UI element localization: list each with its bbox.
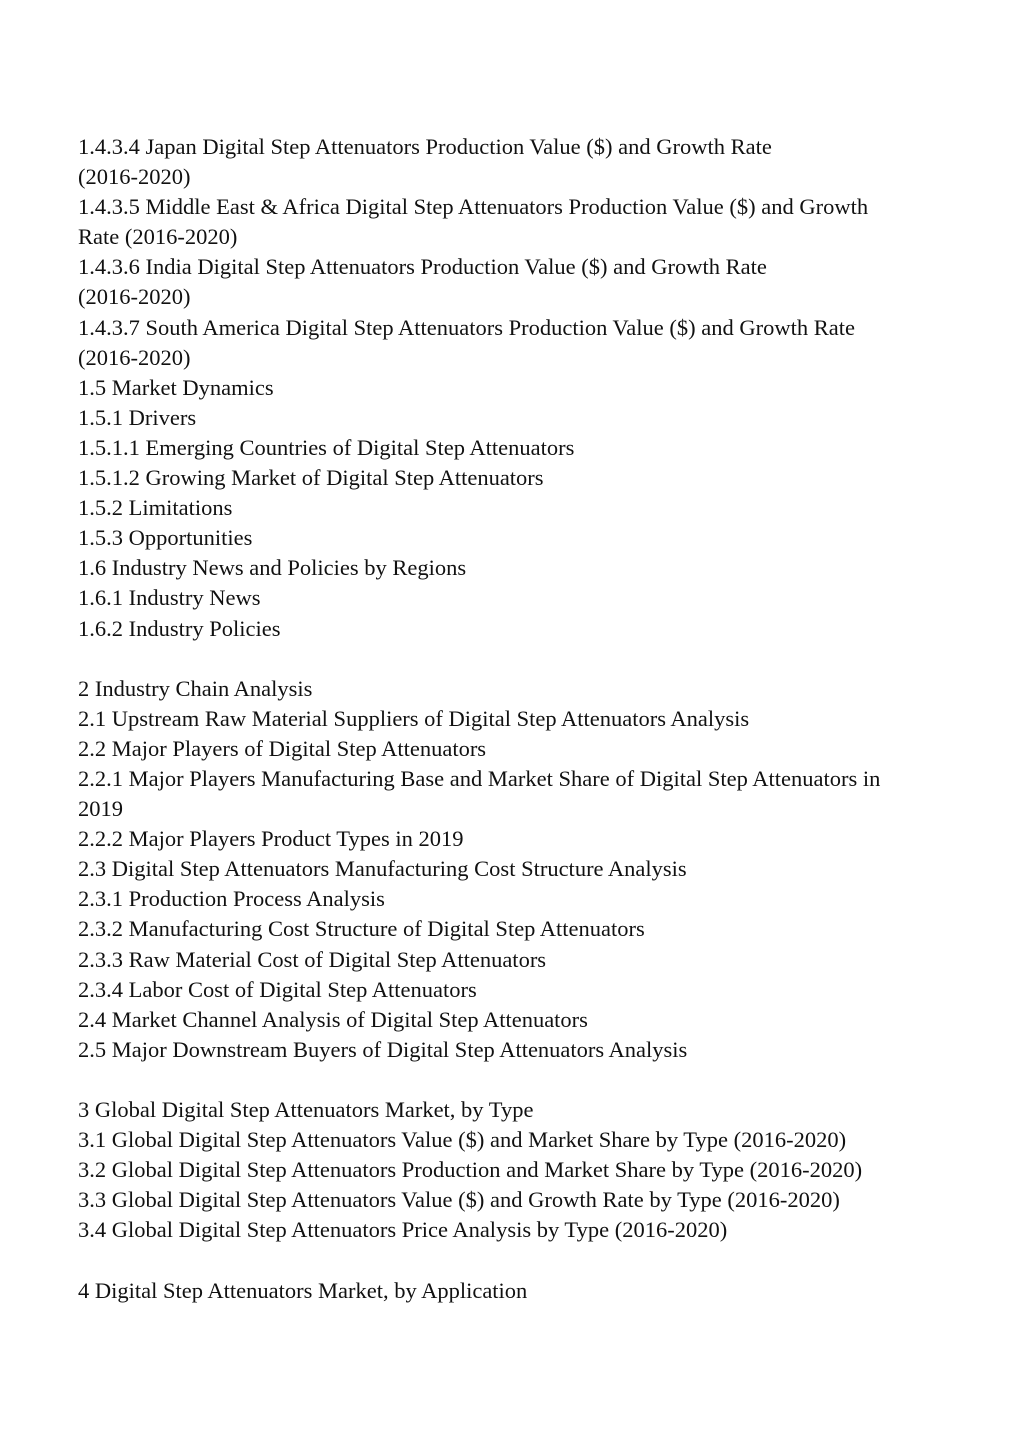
toc-line: (2016-2020) (78, 164, 191, 190)
toc-line: 1.5.1.1 Emerging Countries of Digital Step Attenuators (78, 434, 575, 460)
toc-line: Rate (2016-2020) (78, 224, 238, 250)
toc-line: 2.3.1 Production Process Analysis (78, 886, 385, 912)
toc-line: 2019 (78, 796, 123, 822)
table-of-contents (78, 132, 958, 1306)
blank-line (78, 644, 958, 674)
toc-line: 1.5.1 Drivers (78, 404, 197, 430)
toc-line: 1.4.3.7 South America Digital Step Attenuators Production Value ($) and Growth Rate (78, 314, 855, 340)
chapter-heading: 3 Global Digital Step Attenuators Market, by Type (78, 1097, 534, 1122)
toc-line: 1.5.1.2 Growing Market of Digital Step Attenuators (78, 465, 544, 491)
section-heading: 3.1 Global Digital Step Attenuators Value ($) and Market Share by Type (2016-2020) (78, 1127, 847, 1153)
section-heading: 1.6 Industry News and Policies by Regions (78, 555, 467, 581)
toc-line: 2.2.2 Major Players Product Types in 2019 (78, 826, 464, 852)
section-heading: 3.3 Global Digital Step Attenuators Value ($) and Growth Rate by Type (2016-2020) (78, 1187, 840, 1213)
toc-line: 1.4.3.4 Japan Digital Step Attenuators Production Value ($) and Growth Rate (78, 134, 772, 159)
toc-line: 1.5.2 Limitations (78, 495, 233, 521)
toc-line: 1.6.1 Industry News (78, 585, 261, 611)
toc-line: (2016-2020) (78, 284, 191, 310)
toc-line: 2.3.4 Labor Cost of Digital Step Attenuators (78, 976, 477, 1002)
chapter-heading: 2 Industry Chain Analysis (78, 675, 313, 701)
section-heading: 2.5 Major Downstream Buyers of Digital Step Attenuators Analysis (78, 1036, 688, 1062)
section-heading: 2.4 Market Channel Analysis of Digital Step Attenuators (78, 1006, 588, 1032)
toc-line: 1.4.3.5 Middle East & Africa Digital Step Attenuators Production Value ($) and Growth (78, 194, 869, 220)
toc-line: 2.2.1 Major Players Manufacturing Base and Market Share of Digital Step Attenuators in (78, 765, 881, 791)
section-heading: 3.2 Global Digital Step Attenuators Production and Market Share by Type (2016-2020) (78, 1157, 863, 1183)
section-heading: 2.1 Upstream Raw Material Suppliers of Digital Step Attenuators Analysis (78, 705, 750, 731)
section-heading: 3.4 Global Digital Step Attenuators Price Analysis by Type (2016-2020) (78, 1217, 728, 1243)
toc-line: 2.3.3 Raw Material Cost of Digital Step Attenuators (78, 946, 547, 972)
toc-line: 2.3.2 Manufacturing Cost Structure of Digital Step Attenuators (78, 916, 645, 942)
toc-line: 1.5.3 Opportunities (78, 525, 253, 551)
chapter-heading: 4 Digital Step Attenuators Market, by Application (78, 1277, 528, 1303)
section-heading: 1.5 Market Dynamics (78, 374, 274, 400)
toc-line: (2016-2020) (78, 344, 191, 370)
blank-line (78, 1245, 958, 1275)
section-heading: 2.2 Major Players of Digital Step Attenuators (78, 735, 487, 761)
toc-line: 1.6.2 Industry Policies (78, 615, 281, 641)
blank-line (78, 1065, 958, 1095)
toc-line: 1.4.3.6 India Digital Step Attenuators Production Value ($) and Growth Rate (78, 254, 767, 280)
section-heading: 2.3 Digital Step Attenuators Manufacturing Cost Structure Analysis (78, 856, 687, 882)
